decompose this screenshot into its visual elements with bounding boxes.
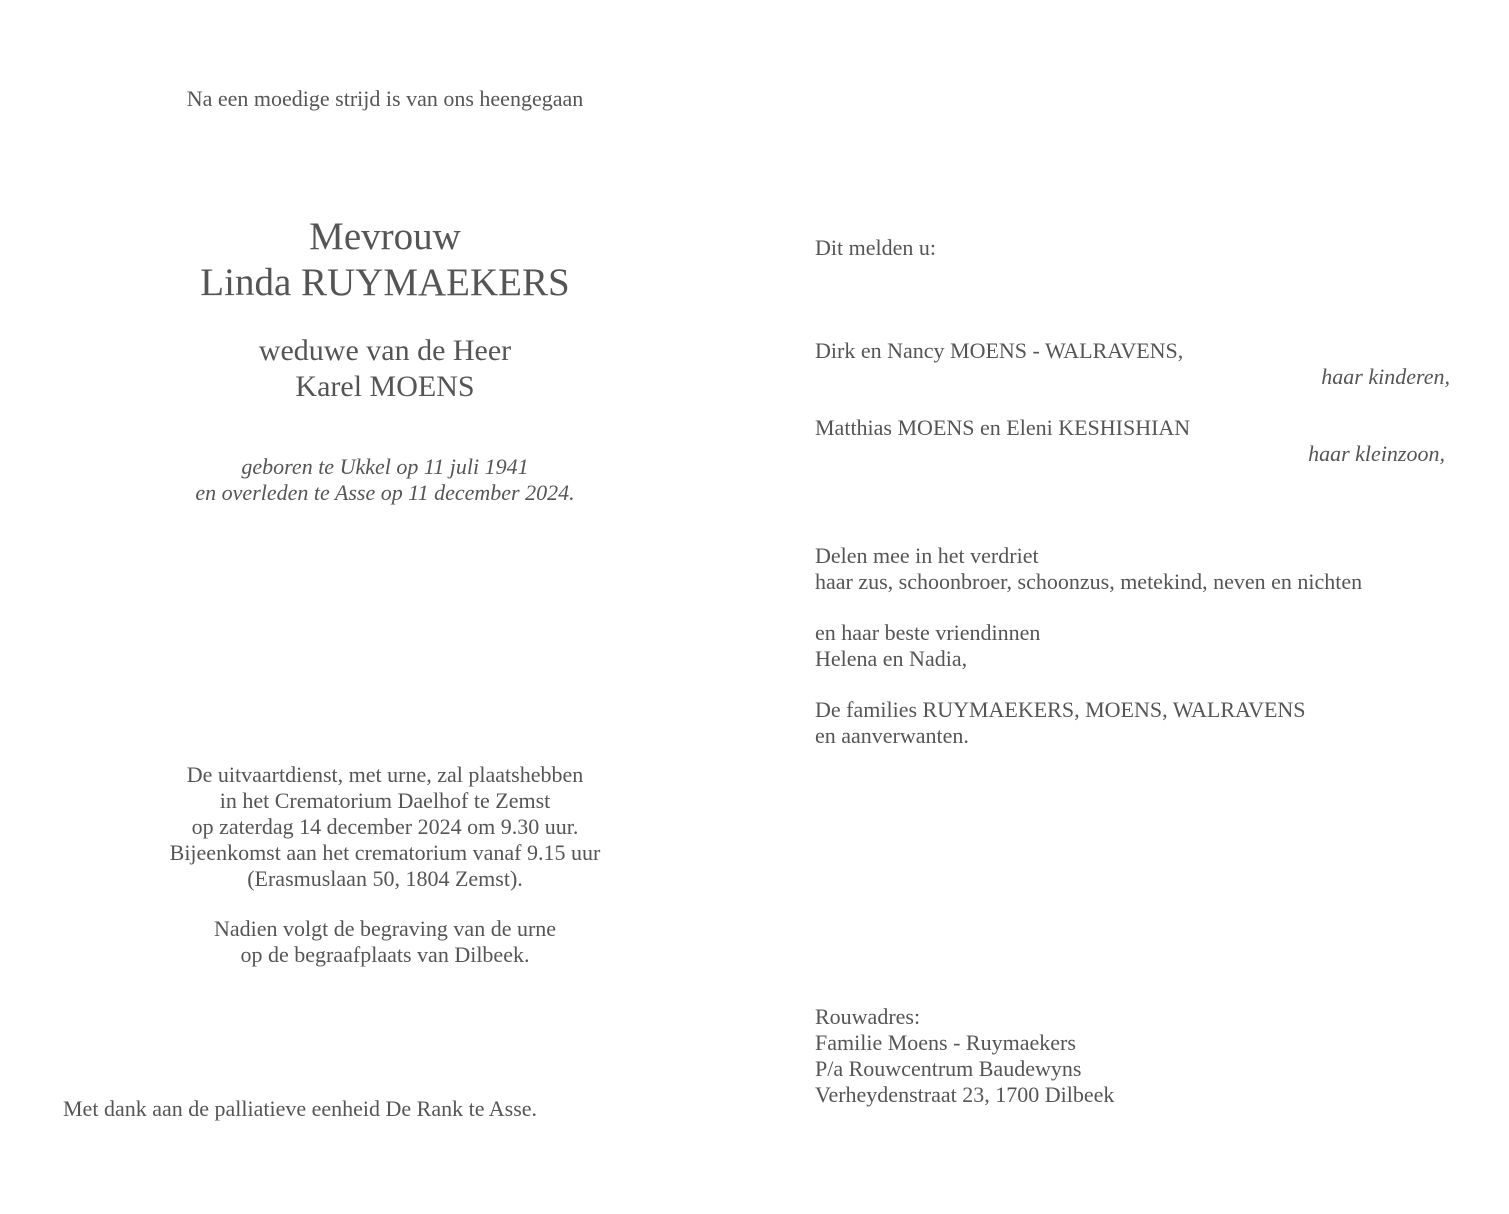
birth-line: geboren te Ukkel op 11 juli 1941 [241, 454, 529, 479]
children-role: haar kinderen, [1321, 364, 1450, 389]
burial-info [0, 916, 770, 968]
service-line: (Erasmuslaan 50, 1804 Zemst). [247, 866, 523, 891]
service-line: Bijeenkomst aan het crematorium vanaf 9.15 uur [169, 840, 601, 865]
widow-of [0, 333, 770, 405]
burial-line: op de begraafplaats van Dilbeek. [240, 942, 530, 967]
service-line: in het Crematorium Daelhof te Zemst [219, 788, 551, 813]
families-line: De families RUYMAEKERS, MOENS, WALRAVENS [815, 697, 1306, 722]
widow-line-1: weduwe van de Heer [258, 334, 512, 367]
mourning-address [815, 1004, 1114, 1108]
friends-line: Helena en Nadia, [815, 646, 968, 671]
name-title: Mevrouw [309, 215, 461, 258]
service-line: op zaterdag 14 december 2024 om 9.30 uur. [191, 814, 579, 839]
families-block [815, 697, 1306, 749]
friends-line: en haar beste vriendinnen [815, 620, 1041, 645]
families-line: en aanverwanten. [815, 723, 969, 748]
thanks-line: Met dank aan de palliatieve eenheid De Rank te Asse. [63, 1096, 538, 1121]
burial-line: Nadien volgt de begraving van de urne [213, 916, 557, 941]
service-line: De uitvaartdienst, met urne, zal plaatshebben [186, 762, 584, 787]
address-line: Rouwadres: [815, 1004, 921, 1029]
intro-line: Na een moedige strijd is van ons heengegaan [186, 86, 584, 111]
address-line: Familie Moens - Ruymaekers [815, 1030, 1076, 1055]
grandson-role: haar kleinzoon, [1308, 441, 1445, 466]
mourners-line: Delen mee in het verdriet [815, 543, 1039, 568]
address-line: Verheydenstraat 23, 1700 Dilbeek [815, 1082, 1115, 1107]
mourners-block [815, 543, 1362, 595]
name-full: Linda RUYMAEKERS [200, 261, 570, 304]
grandson-names: Matthias MOENS en Eleni KESHISHIAN [815, 415, 1191, 440]
deceased-name [0, 214, 770, 306]
address-line: P/a Rouwcentrum Baudewyns [815, 1056, 1082, 1081]
funeral-service-info [0, 762, 770, 892]
announce-line: Dit melden u: [815, 235, 936, 260]
children-names: Dirk en Nancy MOENS - WALRAVENS, [815, 338, 1184, 363]
mourners-line: haar zus, schoonbroer, schoonzus, metekind, neven en nichten [815, 569, 1363, 594]
widow-line-2: Karel MOENS [295, 370, 475, 403]
friends-block [815, 620, 1040, 672]
death-line: en overleden te Asse op 11 december 2024. [195, 480, 575, 505]
birth-death-dates [0, 454, 770, 506]
